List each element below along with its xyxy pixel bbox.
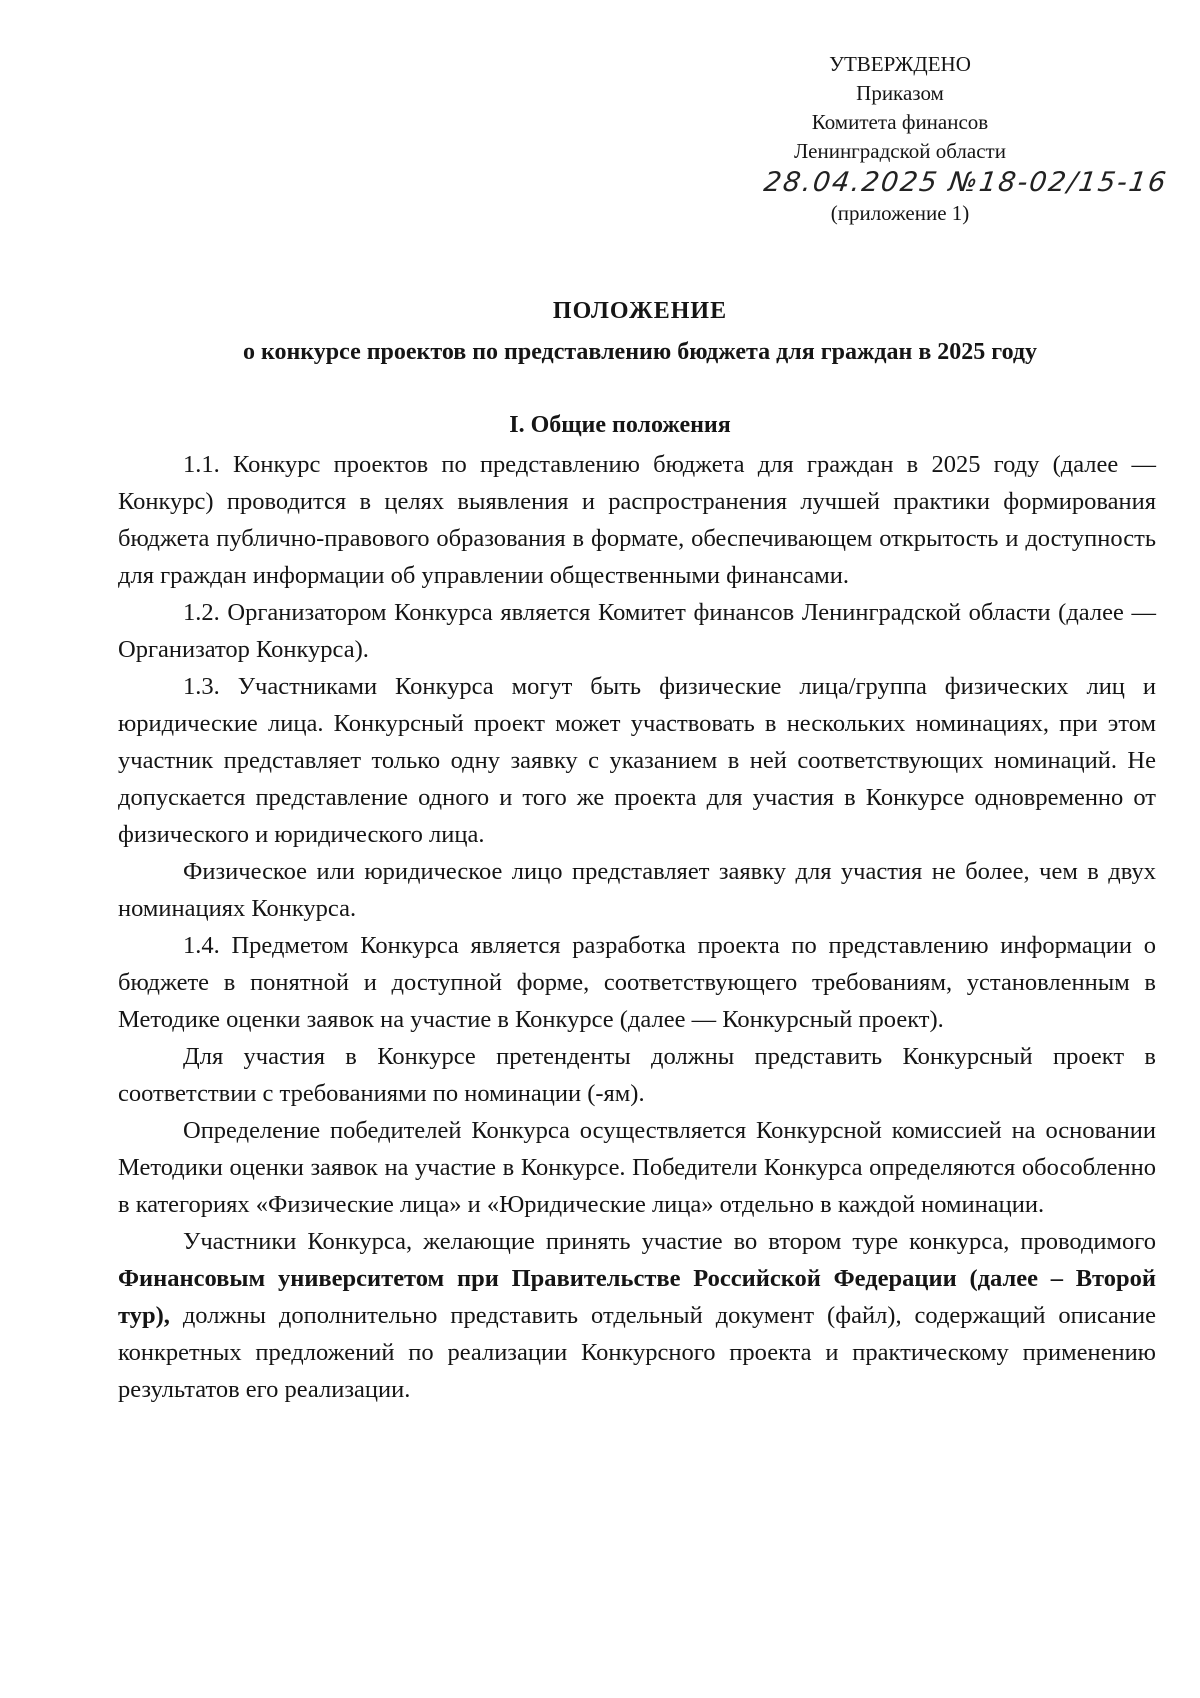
paragraph-1-4-winners: Определение победителей Конкурса осуществляется Конкурсной комиссией на основании Методики оценки заявок на участие в Конкурсе. Победители Конкурса определяются обособленно в категориях «Физические лица» и «Юридические лица» отдельно в каждой номинации.: [118, 1117, 1156, 1218]
second-round-text-start: Участники Конкурса, желающие принять участие во втором туре конкурса, проводимого: [183, 1228, 1156, 1255]
paragraph-1-4-second-round: [118, 1223, 1156, 1408]
approval-appendix: (приложение 1): [830, 201, 970, 225]
paragraph-1-3-continuation: Физическое или юридическое лицо представляет заявку для участия не более, чем в двух номинациях Конкурса.: [118, 858, 1156, 922]
second-round-text-end: должны дополнительно представить отдельный документ (файл), содержащий описание конкретных предложений по реализации Конкурсного проекта и практическому применению результатов его реализации.: [118, 1302, 1156, 1403]
approval-committee: Комитета финансов: [811, 110, 989, 134]
approval-order: Приказом: [856, 81, 944, 105]
approval-block: [752, 50, 1170, 228]
document-title: ПОЛОЖЕНИЕ: [552, 298, 728, 324]
approval-region: Ленинградской области: [794, 139, 1006, 163]
paragraph-1-4-submission: Для участия в Конкурсе претенденты должны представить Конкурсный проект в соответствии с требованиями по номинации (-ям).: [118, 1043, 1156, 1107]
handwritten-date-number: 28.04.2025 №18-02/15-16: [761, 167, 1170, 198]
paragraph-1-2: 1.2. Организатором Конкурса является Комитет финансов Ленинградской области (далее — Организатор Конкурса).: [118, 599, 1156, 663]
document-body: [118, 446, 1156, 1408]
approval-approved: УТВЕРЖДЕНО: [829, 52, 971, 76]
second-round-organizer: Финансовым университетом при Правительстве Российской Федерации (далее – Второй тур),: [118, 1265, 1156, 1329]
paragraph-1-1: 1.1. Конкурс проектов по представлению бюджета для граждан в 2025 году (далее — Конкурс) проводится в целях выявления и распространения лучшей практики формирования бюджета публично-правового образования в формате, обеспечивающем открытость и доступность для граждан информации об управлении общественными финансами.: [118, 451, 1156, 589]
paragraph-1-4: 1.4. Предметом Конкурса является разработка проекта по представлению информации о бюджете в понятной и доступной форме, соответствующего требованиям, установленным в Методике оценки заявок на участие в Конкурсе (далее — Конкурсный проект).: [118, 932, 1156, 1033]
document-subtitle: о конкурсе проектов по представлению бюджета для граждан в 2025 году: [242, 339, 1038, 365]
paragraph-1-3: 1.3. Участниками Конкурса могут быть физические лица/группа физических лиц и юридические лица. Конкурсный проект может участвовать в нескольких номинациях, при этом участник представляет только одну заявку с указанием в ней соответствующих номинаций. Не допускается представление одного и того же проекта для участия в Конкурсе одновременно от физического и юридического лица.: [118, 673, 1156, 848]
section-heading: I. Общие положения: [509, 412, 731, 438]
